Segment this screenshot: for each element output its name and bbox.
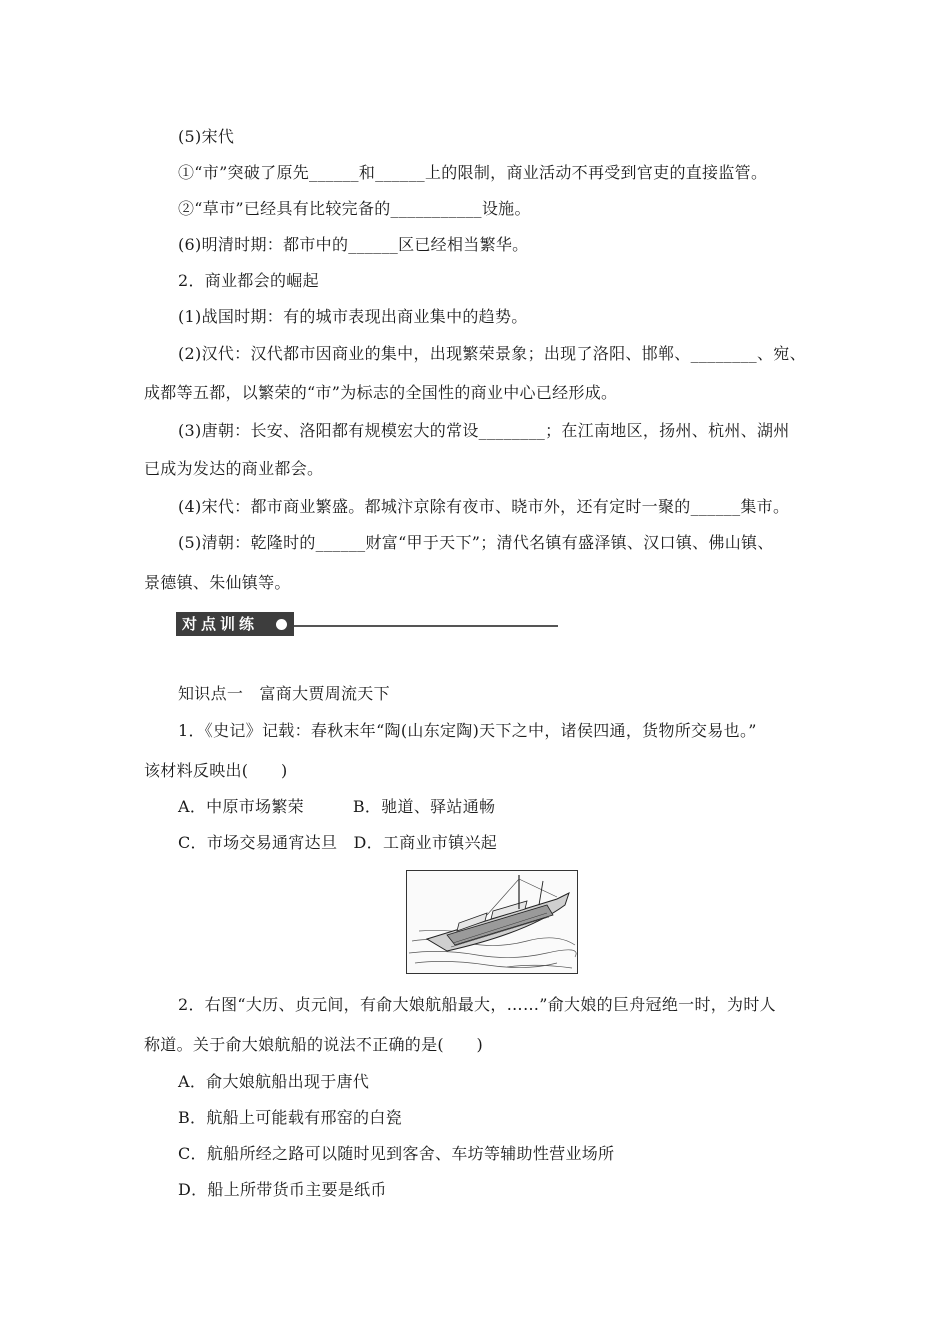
bullet-dot-icon bbox=[276, 619, 287, 630]
line-mingqing: (6)明清时期：都市中的______区已经相当繁华。 bbox=[178, 235, 529, 254]
line-qing-2: 景德镇、朱仙镇等。 bbox=[144, 573, 291, 592]
line-han-2: 成都等五都，以繁荣的“市”为标志的全国性的商业中心已经形成。 bbox=[144, 383, 618, 402]
q2-option-c: C．航船所经之路可以随时见到客舍、车坊等辅助性营业场所 bbox=[178, 1144, 615, 1163]
q2-option-b: B．航船上可能载有邢窑的白瓷 bbox=[178, 1108, 402, 1127]
line-qing-1: (5)清朝：乾隆时的______财富“甲于天下”；清代名镇有盛泽镇、汉口镇、佛山镇、 bbox=[178, 533, 774, 552]
line-song-1: ①“市”突破了原先______和______上的限制，商业活动不再受到官吏的直接监管。 bbox=[178, 163, 768, 182]
line-tang-1: (3)唐朝：长安、洛阳都有规模宏大的常设________；在江南地区，扬州、杭州、湖州 bbox=[178, 421, 790, 440]
line-tang-2: 已成为发达的商业都会。 bbox=[144, 459, 324, 478]
line-song-title: (5)宋代 bbox=[178, 127, 235, 146]
banner-rule bbox=[294, 625, 558, 627]
q2-stem-1: 2．右图“大历、贞元间，有俞大娘航船最大，……”俞大娘的巨舟冠绝一时，为时人 bbox=[178, 995, 776, 1014]
ship-illustration bbox=[406, 870, 578, 974]
q1-options-ab: A．中原市场繁荣 B．驰道、驿站通畅 bbox=[178, 797, 496, 816]
practice-banner-label: 对点训练 bbox=[176, 612, 294, 636]
q2-stem-2: 称道。关于俞大娘航船的说法不正确的是( ) bbox=[144, 1035, 484, 1054]
q2-option-a: A．俞大娘航船出现于唐代 bbox=[178, 1072, 370, 1091]
q1-stem-1: 1．《史记》记载：春秋末年“陶(山东定陶)天下之中，诸侯四通，货物所交易也。” bbox=[178, 721, 757, 740]
ship-drawing-icon bbox=[407, 871, 577, 973]
line-song-2: ②“草市”已经具有比较完备的___________设施。 bbox=[178, 199, 531, 218]
q2-option-d: D．船上所带货币主要是纸币 bbox=[178, 1180, 387, 1199]
knowledge-point-heading: 知识点一 富商大贾周流天下 bbox=[178, 684, 390, 703]
line-zhanguo: (1)战国时期：有的城市表现出商业集中的趋势。 bbox=[178, 307, 528, 326]
heading-commercial-cities: 2．商业都会的崛起 bbox=[178, 271, 319, 290]
q1-stem-2: 该材料反映出( ) bbox=[144, 761, 288, 780]
practice-banner bbox=[176, 612, 558, 636]
line-han-1: (2)汉代：汉代都市因商业的集中，出现繁荣景象；出现了洛阳、邯郸、________、宛、 bbox=[178, 344, 806, 363]
line-song-cities: (4)宋代：都市商业繁盛。都城汴京除有夜市、晓市外，还有定时一聚的______集市。 bbox=[178, 497, 790, 516]
q1-options-cd: C．市场交易通宵达旦 D．工商业市镇兴起 bbox=[178, 833, 498, 852]
